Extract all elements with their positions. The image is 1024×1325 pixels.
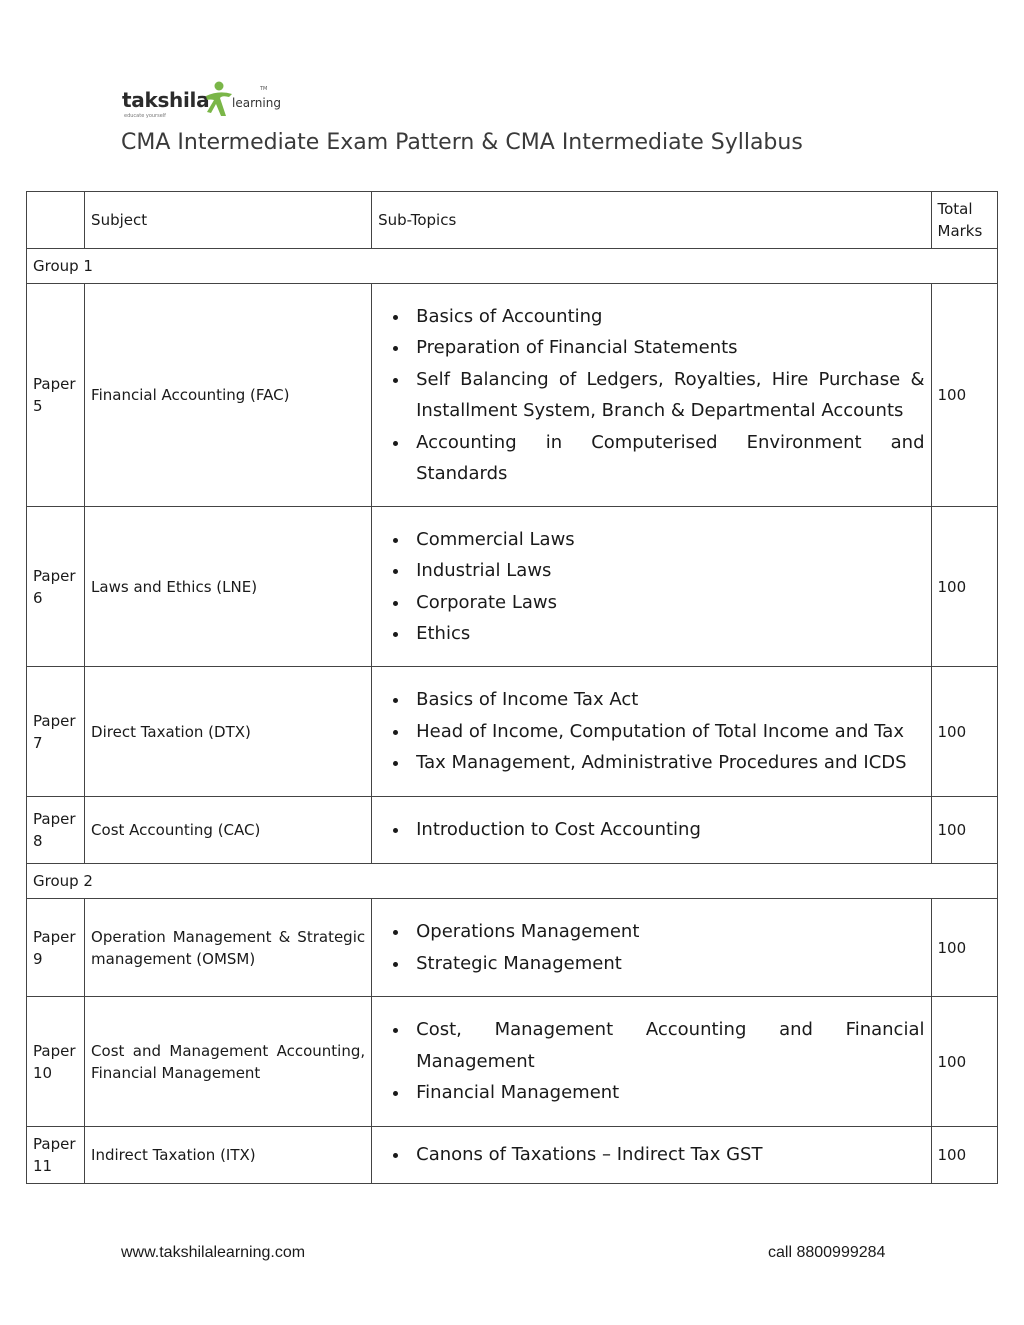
subtopic-item: • Basics of Income Tax Act: [410, 684, 924, 716]
paper-cell: Paper 11: [27, 1127, 85, 1184]
subtopic-item: • Corporate Laws: [410, 587, 924, 619]
subject-cell: Financial Accounting (FAC): [85, 284, 372, 507]
subtopics-cell: [372, 667, 931, 797]
subtopics-list: [378, 908, 924, 987]
subtopic-item: • Preparation of Financial Statements: [410, 332, 924, 364]
subtopic-item: • Canons of Taxations – Indirect Tax GST: [410, 1139, 924, 1171]
total-marks-cell: 100: [931, 899, 998, 997]
logo-trademark: TM: [260, 86, 268, 92]
subject-cell: Operation Management & Strategic management (OMSM): [85, 899, 372, 997]
header-subtopics: Sub-Topics: [372, 192, 931, 249]
table-row: [27, 797, 998, 864]
total-marks-cell: 100: [931, 507, 998, 667]
group-label: Group 1: [27, 249, 998, 284]
takshila-logo: [120, 80, 281, 126]
subtopics-cell: [372, 997, 931, 1127]
footer-call: call 8800999284: [768, 1244, 886, 1261]
table-row: [27, 667, 998, 797]
subtopics-cell: [372, 899, 931, 997]
footer-website: www.takshilalearning.com: [121, 1244, 306, 1261]
subtopics-list: [378, 516, 924, 658]
group-label: Group 2: [27, 864, 998, 899]
paper-cell: Paper 6: [27, 507, 85, 667]
total-marks-cell: 100: [931, 797, 998, 864]
subtopics-cell: [372, 797, 931, 864]
subtopic-item: • Operations Management: [410, 916, 924, 948]
table-row: [27, 507, 998, 667]
subtopic-item: • Cost, Management Accounting and Financial Management: [410, 1014, 924, 1077]
paper-cell: Paper 10: [27, 997, 85, 1127]
subtopic-item: • Accounting in Computerised Environment and Standards: [410, 427, 924, 490]
subtopics-cell: [372, 284, 931, 507]
header-paper: [27, 192, 85, 249]
subject-cell: Indirect Taxation (ITX): [85, 1127, 372, 1184]
table-row: [27, 1127, 998, 1184]
subject-cell: Direct Taxation (DTX): [85, 667, 372, 797]
subtopics-list: [378, 1133, 924, 1177]
header-total-marks: Total Marks: [931, 192, 998, 249]
table-row: [27, 899, 998, 997]
header-subject: Subject: [85, 192, 372, 249]
subtopic-item: • Head of Income, Computation of Total Income and Tax: [410, 716, 924, 748]
subtopic-item: • Ethics: [410, 618, 924, 650]
subtopic-item: • Basics of Accounting: [410, 301, 924, 333]
logo-brand-left: takshila: [122, 88, 210, 112]
paper-cell: Paper 8: [27, 797, 85, 864]
logo-figure-icon: [202, 80, 234, 118]
subtopic-item: • Introduction to Cost Accounting: [410, 814, 924, 846]
subject-cell: Cost Accounting (CAC): [85, 797, 372, 864]
subject-cell: Cost and Management Accounting, Financial Management: [85, 997, 372, 1127]
paper-cell: Paper 9: [27, 899, 85, 997]
table-row: [27, 997, 998, 1127]
table-row: [27, 284, 998, 507]
logo-tagline: educate yourself: [124, 113, 166, 119]
subtopic-item: • Financial Management: [410, 1077, 924, 1109]
syllabus-table: [26, 191, 998, 1184]
subtopic-item: • Tax Management, Administrative Procedures and ICDS: [410, 747, 924, 779]
total-marks-cell: 100: [931, 284, 998, 507]
subtopic-item: • Self Balancing of Ledgers, Royalties, Hire Purchase & Installment System, Branch & Departmental Accounts: [410, 364, 924, 427]
subtopic-item: • Industrial Laws: [410, 555, 924, 587]
subject-cell: Laws and Ethics (LNE): [85, 507, 372, 667]
subtopics-list: [378, 676, 924, 787]
group-row: [27, 249, 998, 284]
subtopics-list: [378, 293, 924, 498]
logo-brand-right: learning: [232, 96, 281, 110]
table-header-row: [27, 192, 998, 249]
total-marks-cell: 100: [931, 667, 998, 797]
group-row: [27, 864, 998, 899]
subtopics-list: [378, 814, 924, 846]
paper-cell: Paper 5: [27, 284, 85, 507]
subtopics-cell: [372, 507, 931, 667]
subtopics-cell: [372, 1127, 931, 1184]
subtopics-list: [378, 1006, 924, 1117]
subtopic-item: • Commercial Laws: [410, 524, 924, 556]
page-title: CMA Intermediate Exam Pattern & CMA Intermediate Syllabus: [121, 130, 803, 155]
paper-cell: Paper 7: [27, 667, 85, 797]
total-marks-cell: 100: [931, 1127, 998, 1184]
subtopic-item: • Strategic Management: [410, 948, 924, 980]
total-marks-cell: 100: [931, 997, 998, 1127]
